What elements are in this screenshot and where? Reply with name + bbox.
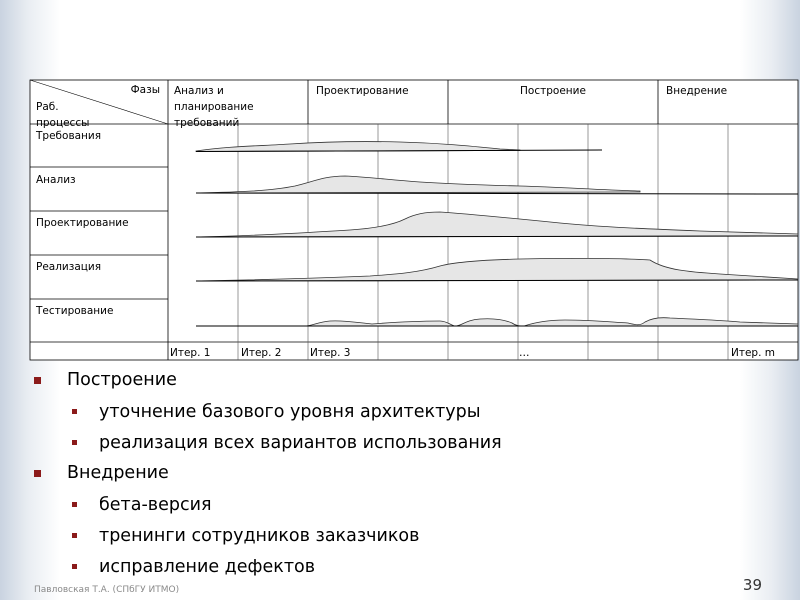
bullet-use-cases: реализация всех вариантов использования <box>34 428 754 459</box>
bullet-marker-icon <box>34 470 41 477</box>
bullet-bugfix: исправление дефектов <box>34 552 754 583</box>
bullet-marker-icon <box>72 440 77 445</box>
bullet-list <box>34 366 754 583</box>
footer-author: Павловская Т.А. (СПбГУ ИТМО) <box>34 585 180 595</box>
corner-workflows-label-2: процессы <box>36 117 90 129</box>
bullet-marker-icon <box>34 377 41 384</box>
iteration-label-1: Итер. 1 <box>170 347 211 359</box>
corner-phases-label: Фазы <box>130 84 160 96</box>
iteration-label-3: Итер. 3 <box>310 347 351 359</box>
iteration-label-2: Итер. 2 <box>241 347 282 359</box>
workflow-analysis: Анализ <box>36 174 76 186</box>
bullet-construction: Построение <box>34 366 754 397</box>
workflow-requirements: Требования <box>36 130 102 142</box>
phase-header-inception-1: Анализ и <box>174 85 224 97</box>
phase-header-elaboration: Проектирование <box>316 85 409 97</box>
bullet-beta: бета-версия <box>34 490 754 521</box>
iteration-label-ellipsis: … <box>519 347 530 359</box>
workflow-testing: Тестирование <box>36 305 114 317</box>
page-number: 39 <box>742 576 762 594</box>
phase-header-transition: Внедрение <box>666 85 728 97</box>
iteration-label-m: Итер. m <box>731 347 775 359</box>
corner-workflows-label-1: Раб. <box>36 101 59 113</box>
workflow-design: Проектирование <box>36 217 129 229</box>
bullet-marker-icon <box>72 564 77 569</box>
bullet-architecture: уточнение базового уровня архитектуры <box>34 397 754 428</box>
bullet-marker-icon <box>72 502 77 507</box>
bullet-training: тренинги сотрудников заказчиков <box>34 521 754 552</box>
bullet-marker-icon <box>72 409 77 414</box>
bullet-transition: Внедрение <box>34 459 754 490</box>
workflow-implementation: Реализация <box>36 261 102 273</box>
phase-header-inception-3: требований <box>174 117 240 129</box>
phase-header-construction: Построение <box>520 85 586 97</box>
phase-header-inception-2: планирование <box>174 101 254 113</box>
bullet-marker-icon <box>72 533 77 538</box>
